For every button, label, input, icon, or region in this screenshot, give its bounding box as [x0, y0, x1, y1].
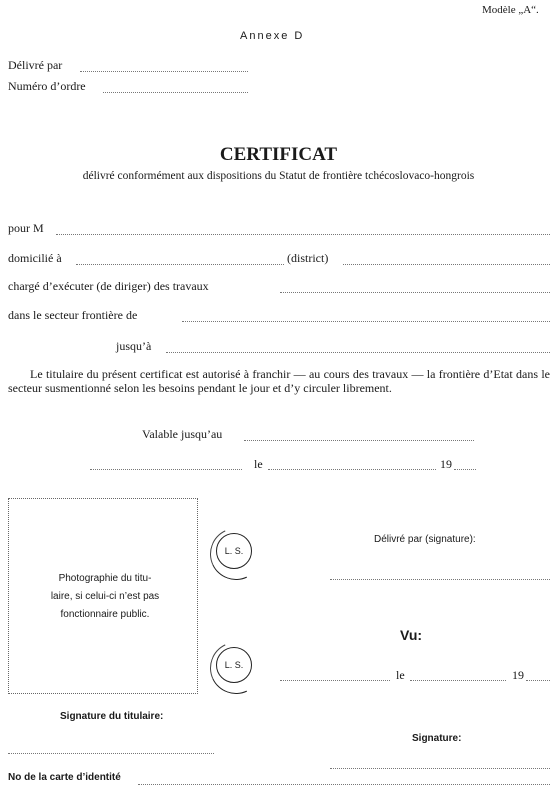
date-le-label: le — [254, 457, 263, 471]
district-field[interactable] — [343, 264, 550, 265]
numero-ordre-label: Numéro d’ordre — [8, 79, 86, 93]
jusqua-field[interactable] — [166, 352, 550, 353]
model-label: Modèle „A“. — [482, 4, 539, 16]
vu-year-label: 19 — [512, 668, 524, 682]
year-field[interactable] — [454, 469, 476, 470]
numero-ordre-field[interactable] — [103, 92, 248, 93]
signature-titulaire-label: Signature du titulaire: — [60, 711, 164, 722]
signature-label: Signature: — [412, 733, 462, 744]
charge-label: chargé d’exécuter (de diriger) des travaux — [8, 279, 209, 293]
vu-place-field[interactable] — [280, 680, 390, 681]
pour-m-label: pour M — [8, 221, 44, 235]
date-year-label: 19 — [440, 457, 452, 471]
delivre-signature-field[interactable] — [330, 579, 550, 580]
carte-identite-field[interactable] — [138, 784, 550, 785]
date-field[interactable] — [268, 469, 436, 470]
domicilie-field[interactable] — [76, 264, 284, 265]
photo-caption-line3: fonctionnaire public. — [60, 609, 150, 620]
delivre-signature-label: Délivré par (signature): — [374, 534, 476, 545]
stamp-2-label: L. S. — [224, 660, 244, 670]
valable-label: Valable jusqu’au — [142, 427, 223, 441]
authorization-paragraph: Le titulaire du présent certificat est autorisé à franchir — au cours des travaux — la frontière d’Etat dans le secteur susmentionné selon les besoins pendant le jour et d’y circuler librement. — [8, 367, 550, 395]
signature-field[interactable] — [330, 768, 550, 769]
domicilie-label: domicilié à — [8, 251, 62, 265]
secteur-label: dans le secteur frontière de — [8, 308, 138, 322]
vu-year-field[interactable] — [526, 680, 550, 681]
stamp-1-label: L. S. — [224, 546, 244, 556]
charge-field[interactable] — [280, 292, 550, 293]
vu-date-field[interactable] — [410, 680, 506, 681]
valable-field[interactable] — [244, 440, 474, 441]
stamp-1 — [216, 533, 252, 569]
vu-le-label: le — [396, 668, 405, 682]
carte-identite-label: No de la carte d’identité — [8, 772, 121, 783]
place-field[interactable] — [90, 469, 242, 470]
signature-titulaire-field[interactable] — [8, 753, 214, 754]
vu-label: Vu: — [400, 627, 423, 643]
secteur-field[interactable] — [182, 321, 550, 322]
stamp-2 — [216, 647, 252, 683]
photo-caption — [30, 570, 180, 624]
photo-caption-line2: laire, si celui-ci n’est pas — [50, 591, 160, 602]
delivre-par-field[interactable] — [80, 71, 248, 72]
document-subtitle: délivré conformément aux dispositions du Statut de frontière tchécoslovaco-hongrois — [82, 170, 475, 182]
district-label: (district) — [287, 251, 329, 265]
pour-m-field[interactable] — [56, 234, 550, 235]
photo-caption-line1: Photographie du titu- — [58, 573, 152, 584]
document-title: CERTIFICAT — [219, 144, 338, 165]
jusqua-label: jusqu’à — [116, 339, 152, 353]
delivre-par-label: Délivré par — [8, 58, 63, 72]
annex-label: Annexe D — [240, 30, 305, 42]
